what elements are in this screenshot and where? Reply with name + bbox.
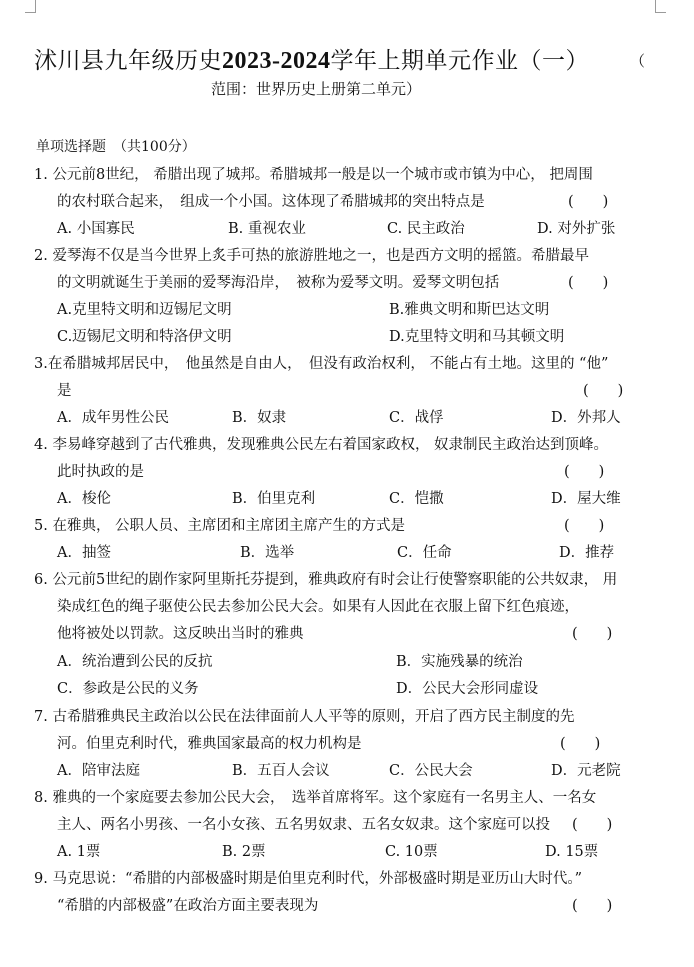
question-2-option-d: D.克里特文明和马其顿文明 <box>389 329 565 345</box>
document-title <box>34 42 589 75</box>
question-4-answer-blank: ( ) <box>564 464 605 480</box>
question-4-line-1: 4. 李易峰穿越到了古代雅典，发现雅典公民左右着国家政权， 奴隶制民主政治达到顶峰。 <box>34 437 609 453</box>
question-4-option-c: C．恺撒 <box>389 491 444 507</box>
question-8-answer-blank: ( ) <box>572 817 613 833</box>
question-7-option-a: A．陪审法庭 <box>57 763 140 779</box>
page-corner-mark-top-right <box>655 0 666 13</box>
title-suffix: 学年上期单元作业（一） <box>330 48 589 74</box>
question-2-answer-blank: ( ) <box>568 275 609 291</box>
question-8-option-d: D. 15票 <box>545 844 599 860</box>
question-1-option-b: B. 重视农业 <box>228 221 306 237</box>
page-corner-mark-top-left <box>25 0 36 13</box>
question-9-line-2: “希腊的内部极盛”在政治方面主要表现为 <box>57 898 319 914</box>
title-paren: （ <box>630 52 646 70</box>
question-1-option-c: C. 民主政治 <box>387 221 465 237</box>
title-prefix: 沭川县九年级历史 <box>34 48 222 74</box>
question-7-answer-blank: ( ) <box>560 736 601 752</box>
question-6-answer-blank: ( ) <box>572 626 613 642</box>
question-2-line-2: 的文明就诞生于美丽的爱琴海沿岸， 被称为爱琴文明。爱琴文明包括 <box>57 275 500 291</box>
question-2-option-a: A.克里特文明和迈锡尼文明 <box>57 302 232 318</box>
question-3-option-a: A．成年男性公民 <box>57 410 169 426</box>
question-7-option-b: B．五百人会议 <box>232 763 330 779</box>
question-7-line-2: 河。伯里克利时代，雅典国家最高的权力机构是 <box>57 736 362 752</box>
question-1-line-1: 1. 公元前8世纪， 希腊出现了城邦。希腊城邦一般是以一个城市或市镇为中心， 把周围 <box>34 167 593 183</box>
question-2-option-c: C.迈锡尼文明和特洛伊文明 <box>57 329 232 345</box>
question-1-option-d: D. 对外扩张 <box>537 221 616 237</box>
question-2-option-b: B.雅典文明和斯巴达文明 <box>389 302 550 318</box>
question-5-option-a: A．抽签 <box>57 545 111 561</box>
question-6-line-2: 染成红色的绳子驱使公民去参加公民大会。如果有人因此在衣服上留下红色痕迹， <box>57 599 579 615</box>
question-8-option-a: A. 1票 <box>57 844 101 860</box>
title-years: 2023-2024 <box>222 48 331 74</box>
question-4-option-b: B．伯里克利 <box>232 491 316 507</box>
question-1-option-a: A. 小国寡民 <box>57 221 135 237</box>
question-3-option-d: D．外邦人 <box>551 410 621 426</box>
question-4-option-d: D．屋大维 <box>551 491 621 507</box>
question-8-option-b: B. 2票 <box>222 844 266 860</box>
question-7-option-d: D．元老院 <box>551 763 621 779</box>
question-8-option-c: C. 10票 <box>385 844 438 860</box>
question-6-line-3: 他将被处以罚款。这反映出当时的雅典 <box>57 626 304 642</box>
section-heading: 单项选择题 （共100分） <box>36 139 196 155</box>
question-1-answer-blank: ( ) <box>568 194 609 210</box>
document-subtitle: 范围：世界历史上册第二单元） <box>211 80 422 98</box>
question-5-option-c: C．任命 <box>397 545 452 561</box>
question-3-answer-blank: ( ) <box>583 383 624 399</box>
question-9-answer-blank: ( ) <box>572 898 613 914</box>
question-3-line-1: 3.在希腊城邦居民中， 他虽然是自由人， 但没有政治权利， 不能占有土地。这里的 “他” <box>34 356 609 372</box>
question-7-line-1: 7. 古希腊雅典民主政治以公民在法律面前人人平等的原则，开启了西方民主制度的先 <box>34 709 575 725</box>
question-9-line-1: 9. 马克思说：“希腊的内部极盛时期是伯里克利时代，外部极盛时期是亚历山大时代。” <box>34 871 583 887</box>
question-8-line-2: 主人、两名小男孩、一名小女孩、五名男奴隶、五名女奴隶。这个家庭可以投 <box>57 817 550 833</box>
question-5-answer-blank: ( ) <box>564 518 605 534</box>
question-3-option-c: C．战俘 <box>389 410 444 426</box>
question-6-line-1: 6. 公元前5世纪的剧作家阿里斯托芬提到，雅典政府有时会让行使警察职能的公共奴隶， 用 <box>34 572 618 588</box>
question-5-option-d: D．推荐 <box>559 545 615 561</box>
question-4-line-2: 此时执政的是 <box>57 464 144 480</box>
question-6-option-b: B．实施残暴的统治 <box>396 654 523 670</box>
question-5-option-b: B．选举 <box>240 545 295 561</box>
question-3-option-b: B．奴隶 <box>232 410 287 426</box>
question-3-line-2: 是 <box>57 383 72 399</box>
question-1-line-2: 的农村联合起来， 组成一个小国。这体现了希腊城邦的突出特点是 <box>57 194 485 210</box>
question-6-option-c: C．参政是公民的义务 <box>57 681 199 697</box>
question-6-option-d: D．公民大会形同虚设 <box>396 681 539 697</box>
question-2-line-1: 2. 爱琴海不仅是当今世界上炙手可热的旅游胜地之一，也是西方文明的摇篮。希腊最早 <box>34 248 589 264</box>
question-5-line-1: 5. 在雅典， 公职人员、主席团和主席团主席产生的方式是 <box>34 518 406 534</box>
question-7-option-c: C．公民大会 <box>389 763 473 779</box>
question-6-option-a: A．统治遭到公民的反抗 <box>57 654 213 670</box>
question-4-option-a: A．梭伦 <box>57 491 111 507</box>
question-8-line-1: 8. 雅典的一个家庭要去参加公民大会， 选举首席将军。这个家庭有一名男主人、一名女 <box>34 790 597 806</box>
